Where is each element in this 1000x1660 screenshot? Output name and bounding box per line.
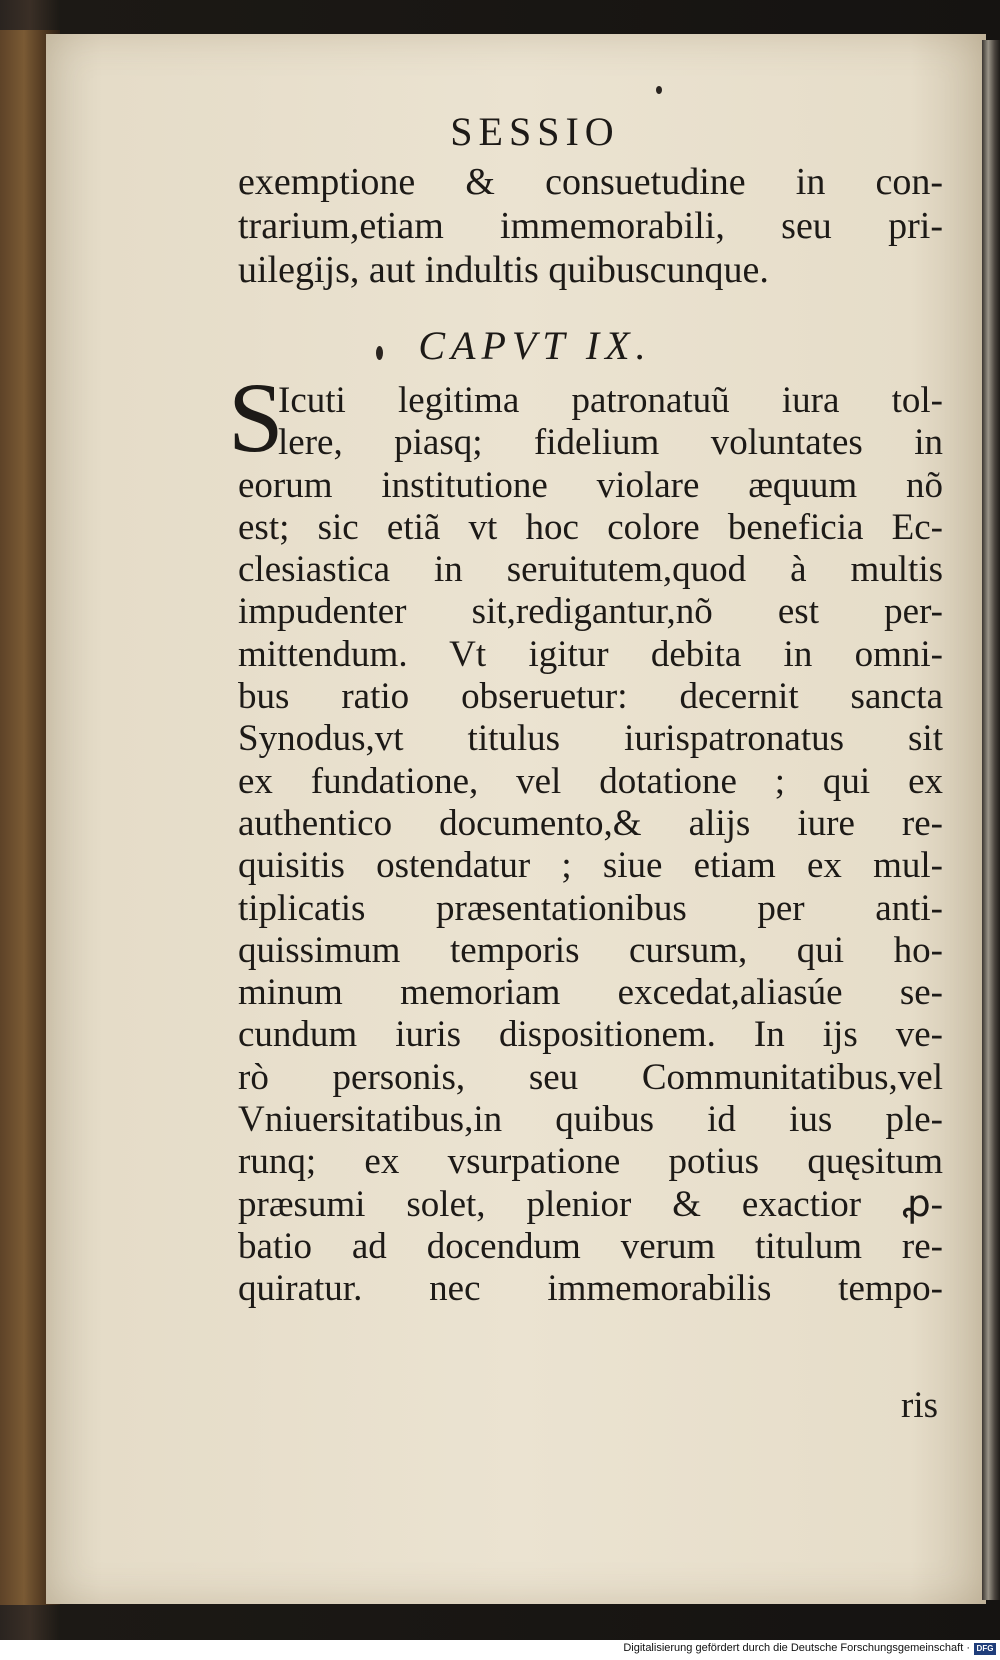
- text-line: cundum iuris dispositionem. In ijs ve-: [238, 1014, 943, 1056]
- text-line: tiplicatis præsentationibus per anti-: [238, 887, 943, 929]
- drop-initial: S: [228, 362, 284, 473]
- ink-speck: [656, 86, 662, 94]
- text-line: eorum institutione violare æquum nõ: [238, 464, 943, 506]
- digitization-credit: Digitalisierung gefördert durch die Deutsche Forschungsgemeinschaft ·: [623, 1642, 970, 1654]
- text-line: trarium,etiam immemorabili, seu pri-: [238, 205, 943, 247]
- text-line: lere, piasq; fidelium voluntates in: [278, 422, 943, 464]
- text-line: uilegijs, aut indultis quibuscunque.: [238, 249, 769, 291]
- chapter-body: [238, 380, 943, 1311]
- text-line: clesiastica in seruitutem,quod à multis: [238, 549, 943, 591]
- running-head: SESSIO: [450, 109, 620, 154]
- text-line: mittendum. Vt igitur debita in omni-: [238, 633, 943, 675]
- text-line: Icuti legitima patronatuũ iura tol-: [278, 380, 943, 421]
- text-line: authentico documento,& alijs iure re-: [238, 802, 943, 844]
- text-line: quiratur. nec immemorabilis tempo-: [238, 1268, 943, 1310]
- dfg-logo: DFG: [974, 1643, 996, 1655]
- text-line: rò personis, seu Communitatibus,vel: [238, 1056, 943, 1098]
- text-line: est; sic etiã vt hoc colore beneficia Ec-: [238, 506, 943, 548]
- catchword: ris: [901, 1385, 938, 1426]
- text-line: batio ad docendum verum titulum re-: [238, 1225, 943, 1267]
- text-line: impudenter sit,redigantur,nõ est per-: [238, 591, 943, 633]
- text-line: runq; ex vsurpatione potius quęsitum: [238, 1141, 943, 1183]
- text-line: minum memoriam excedat,aliasúe se-: [238, 972, 943, 1014]
- text-line: bus ratio obseruetur: decernit sancta: [238, 676, 943, 718]
- text-line: Synodus,vt titulus iurispatronatus sit: [238, 718, 943, 760]
- preceding-text: [238, 160, 943, 292]
- chapter-heading: CAPVT IX.: [418, 323, 652, 368]
- text-line: ex fundatione, vel dotatione ; qui ex: [238, 760, 943, 802]
- text-line: præsumi solet, plenior & exactior ꝓ-: [238, 1183, 943, 1225]
- text-line: exemptione & consuetudine in con-: [238, 161, 943, 203]
- text-line: quissimum temporis cursum, qui ho-: [238, 929, 943, 971]
- page-edge: [982, 40, 1000, 1600]
- text-line: quisitis ostendatur ; siue etiam ex mul-: [238, 845, 943, 887]
- text-line: Vniuersitatibus,in quibus id ius ple-: [238, 1099, 943, 1141]
